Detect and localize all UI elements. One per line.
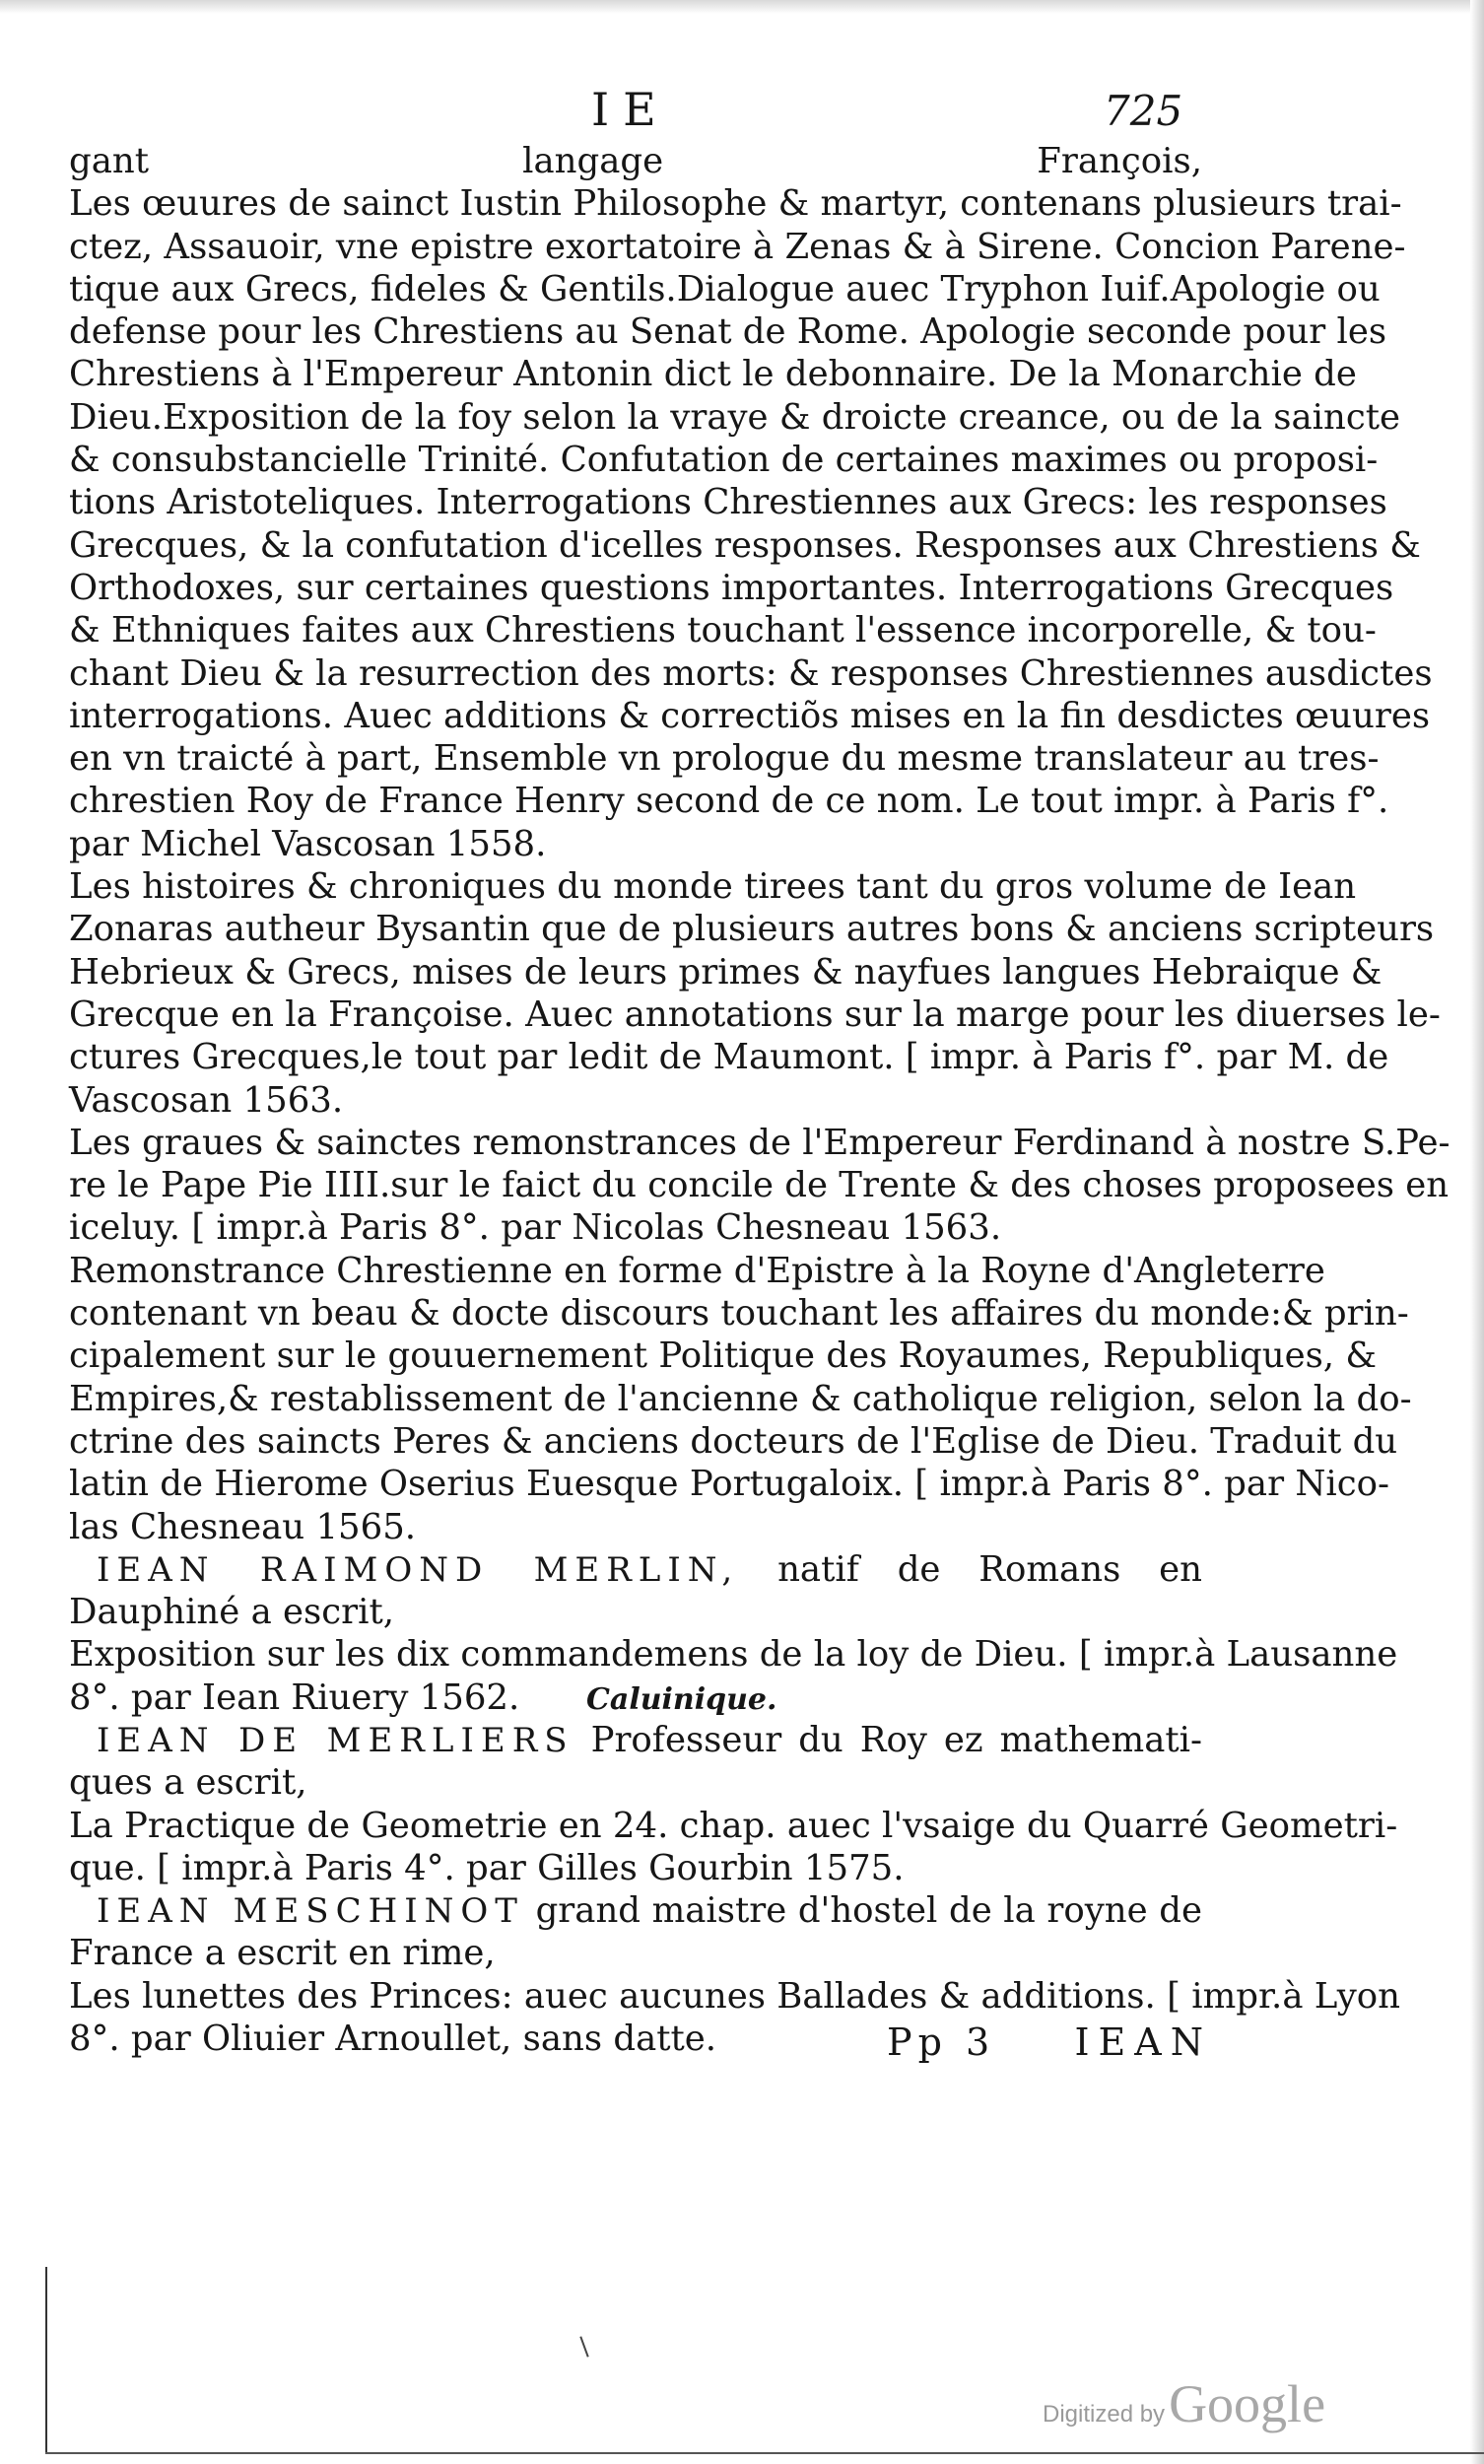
author-intro: grand maistre d'hostel de la royne de [535,1890,1202,1932]
text-line: interrogations. Auec additions & correctiõs mises en la fin desdictes œuures [69,695,1431,736]
page-top-edge [0,0,1484,14]
text-line: Orthodoxes, sur certaines questions importantes. Interrogations Grecques [69,567,1394,608]
text-line: Les lunettes des Princes: auec aucunes Ballades & additions. [ impr.à Lyon [69,1975,1401,2017]
author-intro: Professeur du Roy ez mathemati- [590,1719,1202,1760]
gutter-rule [45,2267,47,2454]
text-line: Hebrieux & Grecs, mises de leurs primes & nayfues langues Hebraique & [69,951,1383,992]
running-head: IE [591,83,670,136]
text-line: Remonstrance Chrestienne en forme d'Epistre à la Royne d'Angleterre [69,1250,1325,1291]
google-logo: Google [1169,2374,1326,2433]
text-line: Vascosan 1563. [69,1079,344,1121]
margin-note: Caluinique. [586,1681,777,1717]
text-line: Chrestiens à l'Empereur Antonin dict le debonnaire. De la Monarchie de [69,354,1357,395]
text-line: ctures Grecques,le tout par ledit de Maumont. [ impr. à Paris f°. par M. de [69,1037,1389,1078]
author-name: IEAN DE MERLIERS [97,1720,574,1760]
entry-heading-merlin [69,1548,1202,1591]
entry-heading-meschinot [69,1889,1202,1932]
text-line: las Chesneau 1565. [69,1506,417,1547]
text-line: que. [ impr.à Paris 4°. par Gilles Gourbin 1575. [69,1847,905,1888]
page-right-edge [1470,0,1484,2464]
text-line: Zonaras autheur Bysantin que de plusieurs autres bons & anciens scripteurs [69,909,1435,950]
text-line: France a escrit en rime, [69,1933,496,1974]
bottom-rule [45,2452,1484,2454]
page-footer [887,2020,1212,2064]
text-line [69,1677,1202,1719]
text-line: gant langage François, [69,141,1202,181]
text-line: contenant vn beau & docte discours touchant les affaires du monde:& prin- [69,1293,1409,1335]
text-line: ctez, Assauoir, vne epistre exortatoire à Zenas & à Sirene. Concion Parene- [69,226,1406,267]
text-line: cipalement sur le gouuernement Politique des Royaumes, Republiques, & [69,1335,1377,1377]
text-line: & Ethniques faites aux Chrestiens touchant l'essence incorporelle, & tou- [69,610,1377,651]
text-line: ques a escrit, [69,1762,307,1804]
text-line: Grecques, & la confutation d'icelles responses. Responses aux Chrestiens & [69,524,1421,566]
text-line: ctrine des saincts Peres & anciens docteurs de l'Eglise de Dieu. Traduit du [69,1420,1398,1462]
text-line: Les œuures de sainct Iustin Philosophe & martyr, contenans plusieurs trai- [69,183,1402,225]
watermark-prefix: Digitized by [1043,2401,1166,2428]
text-line: Empires,& restablissement de l'ancienne & catholique religion, selon la do- [69,1378,1412,1419]
text-line: & consubstancielle Trinité. Confutation de certaines maximes ou proposi- [69,440,1379,481]
author-intro: natif de Romans en [777,1548,1202,1590]
text-line: re le Pape Pie IIII.sur le faict du concile de Trente & des choses proposees en [69,1165,1450,1206]
text-line: Exposition sur les dix commandemens de la loy de Dieu. [ impr.à Lausanne [69,1634,1398,1676]
text-line: Dauphiné a escrit, [69,1592,395,1633]
digitized-watermark [1043,2373,1325,2434]
text-line: defense pour les Chrestiens au Senat de Rome. Apologie seconde pour les [69,311,1387,353]
body-text [69,140,1450,2060]
text-line: Grecque en la Françoise. Auec annotations sur la marge pour les diuerses le- [69,993,1441,1035]
text-line: iceluy. [ impr.à Paris 8°. par Nicolas Chesneau 1563. [69,1207,1002,1249]
page-header [59,83,1212,142]
text-line: chant Dieu & la resurrection des morts: & responses Chrestiennes ausdictes [69,652,1433,694]
text-line: en vn traicté à part, Ensemble vn prologue du mesme translateur au tres- [69,738,1380,780]
text-line: chrestien Roy de France Henry second de ce nom. Le tout impr. à Paris f°. [69,781,1389,822]
text-line: La Practique de Geometrie en 24. chap. auec l'vsaige du Quarré Geometri- [69,1805,1398,1846]
author-name: IEAN RAIMOND MERLIN, [97,1549,740,1590]
signature-mark: Pp 3 [887,2020,996,2064]
scan-mark [579,2336,588,2357]
work-imprint: 8°. par Iean Riuery 1562. [69,1677,520,1718]
text-line: Les graues & sainctes remonstrances de l'Empereur Ferdinand à nostre S.Pe- [69,1122,1450,1163]
text-line: Les histoires & chroniques du monde tirees tant du gros volume de Iean [69,866,1357,908]
text-line: Dieu.Exposition de la foy selon la vraye & droicte creance, ou de la saincte [69,396,1401,438]
text-line: par Michel Vascosan 1558. [69,823,547,864]
entry-heading-merliers [69,1719,1202,1761]
text-line: tions Aristoteliques. Interrogations Chrestiennes aux Grecs: les responses [69,482,1387,523]
text-line: tique aux Grecs, fideles & Gentils.Dialogue auec Tryphon Iuif.Apologie ou [69,268,1381,309]
page-number: 725 [1104,87,1183,135]
catchword: IEAN [1074,2020,1212,2064]
text-line: 8°. par Oliuier Arnoullet, sans datte. [69,2019,717,2060]
author-name: IEAN MESCHINOT [97,1891,524,1932]
text-line: latin de Hierome Oserius Euesque Portugaloix. [ impr.à Paris 8°. par Nico- [69,1464,1389,1505]
